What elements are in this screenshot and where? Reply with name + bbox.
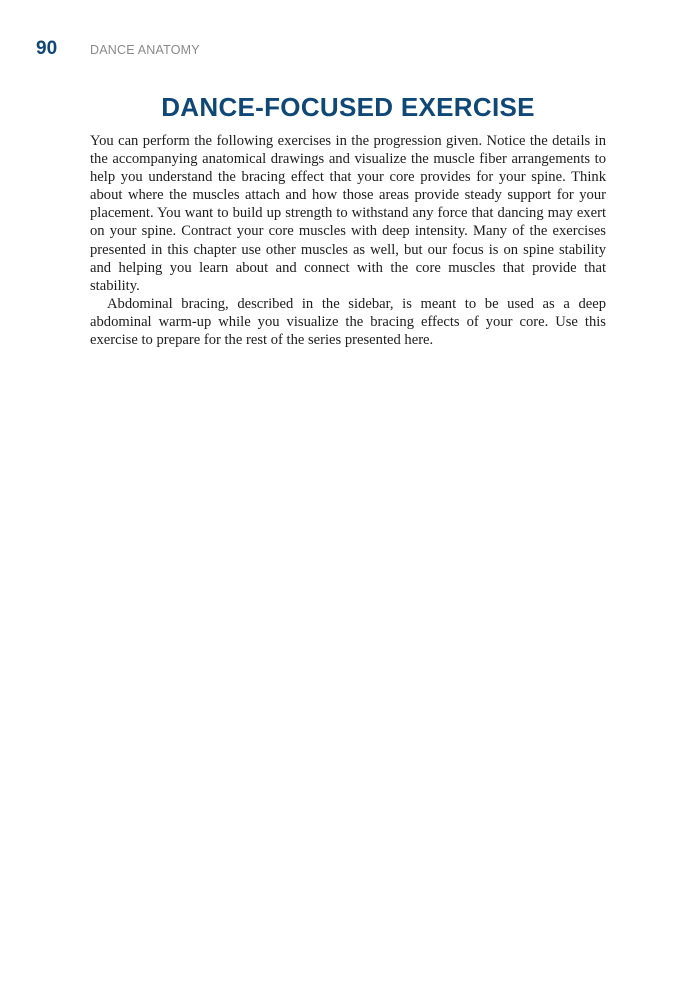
page-header [36, 38, 200, 60]
paragraph-2: Abdominal bracing, described in the sidebar, is meant to be used as a deep abdominal warm-up while you visualize the bracing effects of your core. Use this exercise to prepare for the rest of the series presented here. [90, 295, 606, 349]
section-title: DANCE-FOCUSED EXERCISE [161, 92, 535, 122]
page-number: 90 [36, 38, 58, 59]
running-head: DANCE ANATOMY [90, 43, 200, 57]
body-text [90, 132, 606, 349]
paragraph-1: You can perform the following exercises in the progression given. Notice the details in the accompanying anatomical drawings and visualize the muscle fiber arrangements to help you understand the bracing effect that your core provides for your spine. Think about where the muscles attach and how those areas provide steady support for your placement. You want to build up strength to withstand any force that dancing may exert on your spine. Contract your core muscles with deep intensity. Many of the exercises presented in this chapter use other muscles as well, but our focus is on spine stability and helping you learn about and connect with the core muscles that provide that stability. [90, 133, 606, 294]
